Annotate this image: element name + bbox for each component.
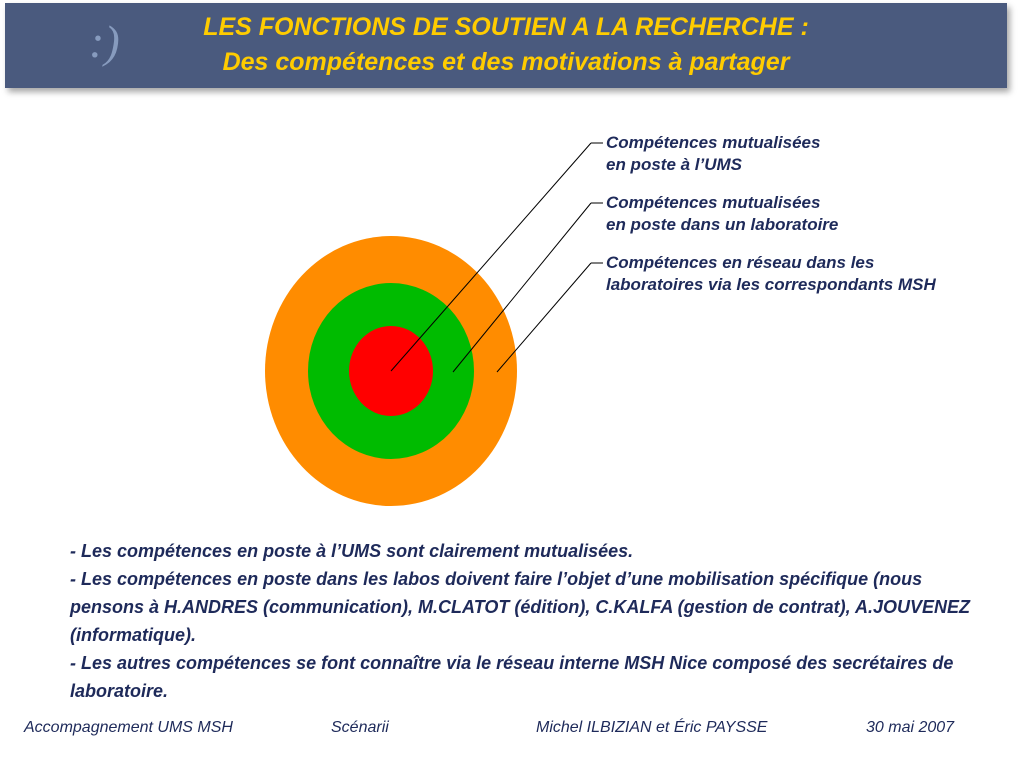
label-ums: Compétences mutualisées en poste à l’UMS — [606, 133, 821, 174]
leader-line-network — [497, 263, 591, 372]
footer-left: Accompagnement UMS MSH — [24, 719, 233, 736]
label-laboratory: Compétences mutualisées en poste dans un laboratoire — [606, 193, 839, 234]
label-network: Compétences en réseau dans les laboratoires via les correspondants MSH — [606, 253, 936, 294]
slide-subtitle: Des compétences et des motivations à partager — [222, 48, 790, 76]
slide-title: LES FONCTIONS DE SOUTIEN A LA RECHERCHE : — [203, 13, 809, 41]
logo-mark: :) — [89, 16, 120, 67]
paragraph-labs: - Les compétences en poste dans les labos doivent faire l’objet d’une mobilisation spécifique (nous pensons à H.ANDRES (communication), M.CLATOT (édition), C.KALFA (gestion de contrat), A.JOUVENEZ (informatique). — [70, 569, 971, 645]
paragraph-network: - Les autres compétences se font connaître via le réseau interne MSH Nice composé des secrétaires de laboratoire. — [70, 653, 954, 701]
footer-middle: Scénarii — [331, 719, 389, 736]
body-text — [70, 537, 990, 705]
paragraph-ums: - Les compétences en poste à l’UMS sont clairement mutualisées. — [70, 541, 634, 561]
footer-authors: Michel ILBIZIAN et Éric PAYSSE — [536, 719, 768, 736]
footer-date: 30 mai 2007 — [866, 719, 955, 736]
